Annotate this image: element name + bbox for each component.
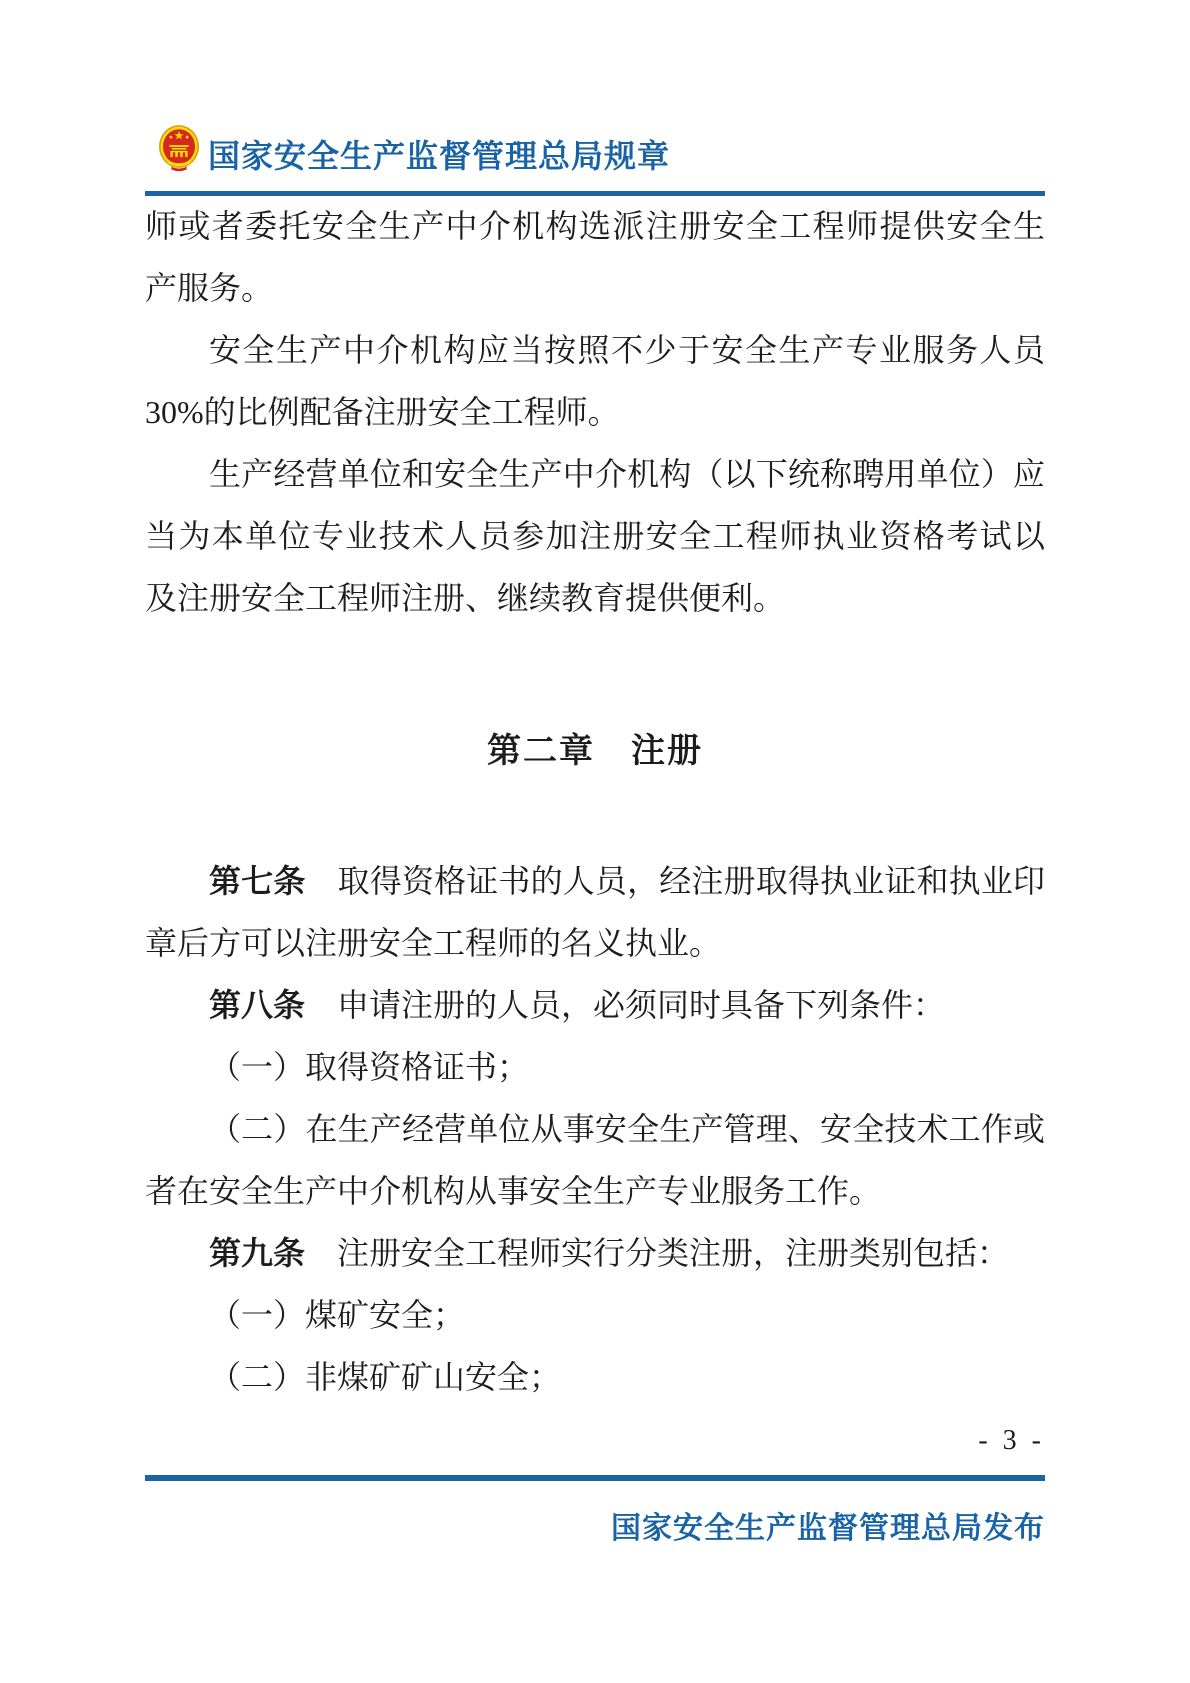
text-line [145,381,1045,443]
text-segment: 产服务。 [145,270,274,306]
text-line [145,850,1045,912]
bold-text-segment: 第二章 注册 [487,732,703,770]
text-line [145,195,1045,257]
text-segment: （一）煤矿安全； [209,1297,466,1333]
bold-text-segment: 第七条 [209,863,306,899]
text-segment: 者在安全生产中介机构从事安全生产专业服务工作。 [145,1173,882,1209]
text-segment: 申请注册的人员，必须同时具备下列条件： [305,987,946,1023]
text-line [145,567,1045,629]
text-line [145,1346,1045,1408]
text-line [145,974,1045,1036]
text-segment: （二）非煤矿矿山安全； [209,1359,562,1395]
bold-text-segment: 第九条 [209,1235,306,1271]
bold-text-segment: 第八条 [209,987,306,1023]
text-segment: 师或者委托安全生产中介机构选派注册安全工程师提供安全生 [145,208,1045,244]
text-line [145,443,1045,505]
text-line [145,1284,1045,1346]
text-line [145,1036,1045,1098]
text-line [145,912,1045,974]
text-line [145,1222,1045,1284]
text-line [145,1098,1045,1160]
text-segment: 安全生产中介机构应当按照不少于安全生产专业服务人员 [209,332,1045,368]
text-segment: 30%的比例配备注册安全工程师。 [145,394,620,430]
header-title: 国家安全生产监督管理总局规章 [208,138,671,174]
text-segment: （二）在生产经营单位从事安全生产管理、安全技术工作或 [209,1111,1045,1147]
page-number: - 3 - [978,1425,1045,1456]
publisher-label: 国家安全生产监督管理总局发布 [611,1512,1045,1545]
text-segment: 注册安全工程师实行分类注册，注册类别包括： [305,1235,1010,1271]
national-emblem-icon [158,124,200,172]
chapter-heading [145,720,1045,782]
text-line [145,1160,1045,1222]
text-line [145,505,1045,567]
text-segment: 生产经营单位和安全生产中介机构（以下统称聘用单位）应 [209,456,1045,492]
text-segment: 章后方可以注册安全工程师的名义执业。 [145,925,722,961]
text-segment: 取得资格证书的人员，经注册取得执业证和执业印 [305,863,1045,899]
text-line [145,257,1045,319]
footer-divider [145,1475,1045,1481]
document-body [145,195,1045,1408]
text-line [145,319,1045,381]
text-segment: 当为本单位专业技术人员参加注册安全工程师执业资格考试以 [145,518,1045,554]
text-segment: （一）取得资格证书； [209,1049,530,1085]
text-segment: 及注册安全工程师注册、继续教育提供便利。 [145,580,786,616]
